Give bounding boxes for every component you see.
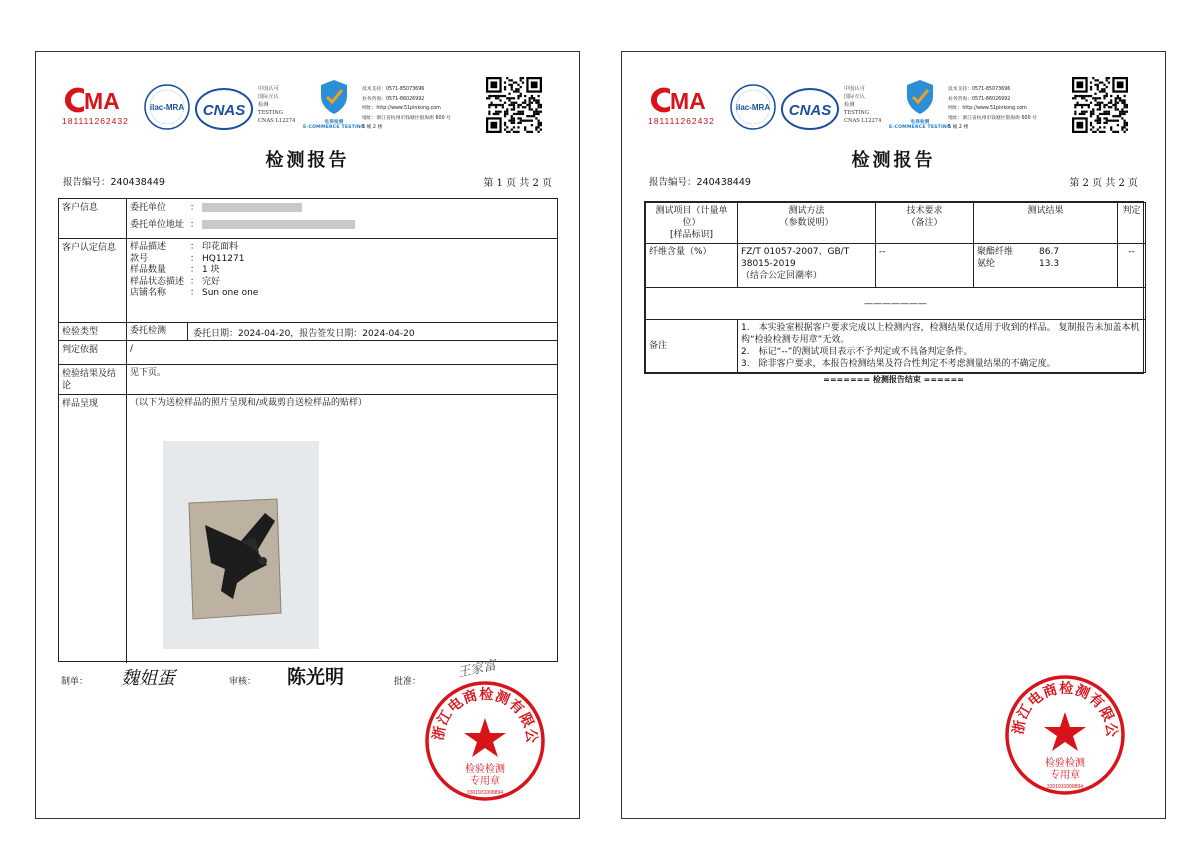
accreditation-text: 中国认可 国际互认 检测 TESTING CNAS L12274 [844,86,882,124]
results-header-row: 测试项目（计量单位） [样品标识] 测试方法 （参数说明） 技术要求 （备注） 测试结果 判定 [646,203,1146,244]
judgement-basis-row: 判定依据 / [59,341,557,365]
report-page-2 [621,51,1166,819]
accreditation-text: 中国认可 国际互认 检测 TESTING CNAS L12274 [258,86,296,124]
page-indicator: 第 2 页 共 2 页 [1069,178,1138,189]
qr-code[interactable] [486,77,542,133]
svg-text:检验检测: 检验检测 [1045,758,1085,769]
svg-text:浙江电商检测有限公司: 浙江电商检测有限公 [430,686,540,745]
tech-requirement: -- [876,244,974,288]
svg-text:3301931008894: 3301931008894 [466,790,504,796]
contact-info: 技术支持：0571-85073696 业务咨询：0571-86026992 网址：http://www.51pinkong.com 地址：浙江省杭州市钱塘区银海街 600 号 5 幢 2 楼 [948,87,1037,131]
separator-row: ——————— [646,288,1146,320]
fiber-content-row [646,244,1146,288]
svg-text:ilac-MRA: ilac-MRA [149,103,185,112]
maker-signature: 魏姐蛋 [121,668,175,689]
approver-signature: 王家富 [456,658,498,681]
notes-content: 1. 本实验室根据客户要求完成以上检测内容，检测结果仅适用于收到的样品。 复制报告未加盖本机构“检验检测专用章”无效。 2. 标记“--”的测试项目表示不予判定或不具备判定条件。 3. 除非客户要求，本报告检测结果及符合性判定不考虑测量结果的不确定度。 [738,320,1146,373]
cnas-logo [194,87,254,135]
test-results-table [644,201,1144,374]
sample-info-row: 客户认定信息 样品描述 ： 印花面料 款号 ： HQ11271 样品数量 ： 1 块 样品状态描述 ： 完好 店铺名称 ： Sun one one [59,239,557,323]
ecommerce-testing-logo: 电商检测 E-COMMERCE TESTING [887,79,953,130]
report-page-1 [35,51,580,819]
report-number: 报告编号：240438449 [63,177,165,188]
ecommerce-testing-logo: 电商检测 E-COMMERCE TESTING [301,79,367,130]
cma-number: 181111262432 [62,116,129,126]
signature-row: 制单： 魏姐蛋 审核： 陈光明 批准： 王家富 [61,670,554,698]
ilac-mra-logo [143,83,191,135]
report-header [36,77,579,137]
report-header [622,77,1165,137]
redacted-client-address [202,220,355,229]
report-title: 检测报告 [851,150,936,171]
svg-text:专用章: 专用章 [470,776,500,787]
test-method: FZ/T 01057-2007、GB/T 38015-2019 （结合公定回潮率） [738,244,876,288]
cma-logo: MA 181111262432 [648,88,715,126]
svg-text:专用章: 专用章 [1050,770,1080,781]
test-result: 聚酯纤维 86.7 氨纶 13.3 [974,244,1118,288]
official-seal [424,680,546,802]
qr-code[interactable] [1072,77,1128,133]
test-item: 纤维含量（%） [646,244,738,288]
presentation-note: （以下为送检样品的照片呈现和/或裁剪自送检样品的贴样） [130,398,368,408]
ilac-mra-logo [729,83,777,135]
cnas-logo [780,87,840,135]
svg-text:浙江电商检测有限公司: 浙江电商检测有限公 [1010,680,1120,739]
official-seal [1004,674,1126,796]
report-title: 检测报告 [265,150,350,171]
cma-logo [62,85,142,126]
notes-label: 备注 [646,320,738,373]
svg-text:ilac-MRA: ilac-MRA [735,103,771,112]
cma-text: MA [84,88,120,114]
test-type-row: 检验类型 委托检测 委托日期：2024-04-20，报告签发日期：2024-04-20 [59,323,557,341]
svg-text:CNAS: CNAS [202,102,246,119]
report-end-note: ======= 检测报告结束 ====== [823,375,964,384]
contact-info: 技术支持：0571-85073696 业务咨询：0571-86026992 网址：http://www.51pinkong.com 地址：浙江省杭州市钱塘区银海街 600 号 5 幢 2 楼 [362,87,451,131]
svg-text:检验检测: 检验检测 [465,764,505,775]
redacted-client-unit [202,203,302,212]
svg-text:MA: MA [670,88,706,114]
report-info-table [58,198,558,662]
svg-text:CNAS: CNAS [788,102,832,119]
dates-text: 委托日期：2024-04-20，报告签发日期：2024-04-20 [193,329,415,339]
report-number: 报告编号：240438449 [649,177,751,188]
sample-fabric-photo [163,441,319,649]
notes-row [646,320,1146,373]
judgement: -- [1118,244,1146,288]
client-info-row: 客户信息 委托单位 ： 委托单位地址 ： [59,199,557,239]
svg-text:3301931008894: 3301931008894 [1046,784,1084,790]
reviewer-signature: 陈光明 [287,666,345,688]
result-row: 检验结果及结论 见下页。 [59,365,557,395]
sample-presentation-row: 样品呈现 （以下为送检样品的照片呈现和/或裁剪自送检样品的贴样） [59,395,557,663]
page-indicator: 第 1 页 共 2 页 [483,178,552,189]
